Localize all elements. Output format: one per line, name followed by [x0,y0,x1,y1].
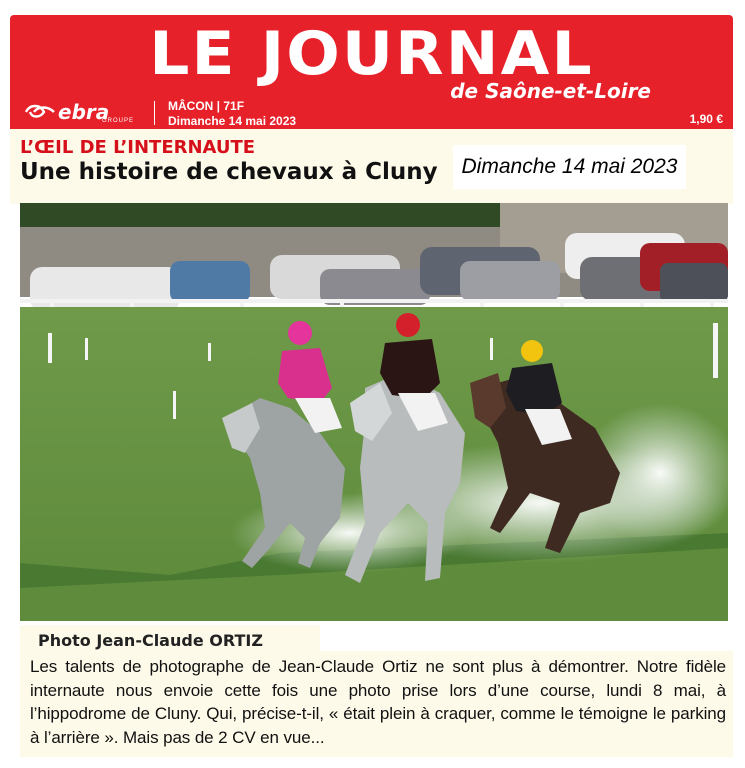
issue-price: 1,90 € [689,112,723,126]
newspaper-title: LE JOURNAL [149,19,594,89]
ebra-logo-text: ebra [58,100,110,124]
ebra-swirl-icon [24,103,56,121]
issue-date: Dimanche 14 mai 2023 [168,114,297,128]
masthead-divider [154,101,155,125]
newspaper-clipping [10,15,733,750]
article-body: Les talents de photographe de Jean-Claude Ortiz ne sont plus à démontrer. Notre fidèle internaute nous envoie cette fois une photo prise lors d’une course, lundi 8 mai, à l’hippodrome de Cluny. Qui, précise-t-il, « était plein à craquer, comme le témoigne le parking à l’arrière ». Mais pas de 2 CV en vue... [30,657,726,747]
masthead [10,15,733,129]
ebra-groupe-label: GROUPE [102,118,135,124]
race-photo [20,203,728,621]
race-photo-illustration [20,203,728,621]
article-headline: Une histoire de chevaux à Cluny [20,159,438,185]
photo-credit: Photo Jean-Claude ORTIZ [38,631,263,650]
edition-label: MÂCON | 71F [168,99,245,113]
date-stamp: Dimanche 14 mai 2023 [453,145,686,189]
article-kicker: L’ŒIL DE L’INTERNAUTE [20,137,256,158]
ebra-logo [24,100,109,124]
newspaper-subtitle: de Saône-et-Loire [450,79,651,103]
